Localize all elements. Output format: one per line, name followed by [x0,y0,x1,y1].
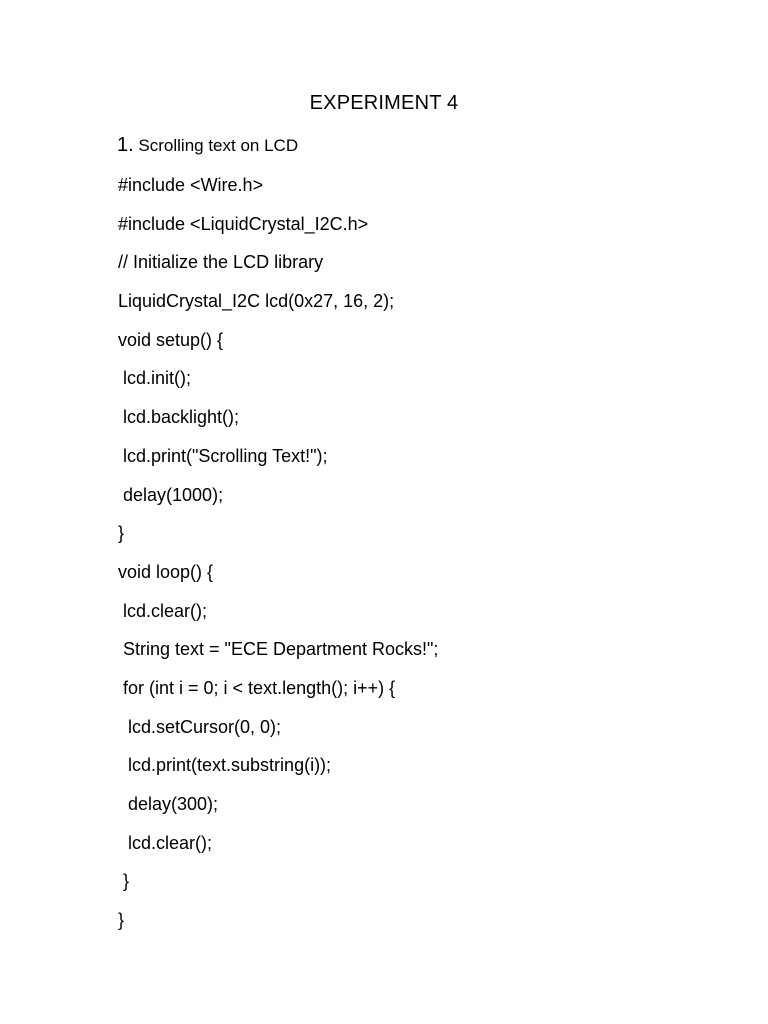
code-line: lcd.print(text.substring(i)); [118,755,332,776]
code-line: LiquidCrystal_I2C lcd(0x27, 16, 2); [118,291,395,312]
code-line: } [118,523,125,544]
document-title: EXPERIMENT 4 [309,92,459,114]
code-line: #include <Wire.h> [118,175,264,195]
code-line: delay(300); [118,794,219,814]
code-line: } [118,910,125,931]
code-line: lcd.clear(); [118,600,208,621]
code-line: String text = "ECE Department Rocks!"; [118,639,439,660]
code-line: lcd.clear(); [118,832,213,853]
code-line: #include <LiquidCrystal_I2C.h> [118,213,369,234]
code-line: lcd.print("Scrolling Text!"); [118,445,328,466]
section-heading [117,132,298,159]
code-line: lcd.setCursor(0, 0); [118,716,282,737]
code-line: delay(1000); [118,484,224,505]
code-line: lcd.backlight(); [118,407,240,428]
section-title: Scrolling text on LCD [133,136,299,155]
code-line: void setup() { [118,329,224,350]
code-line: void loop() { [118,561,214,582]
section-number: 1. [117,134,134,156]
code-line: for (int i = 0; i < text.length(); i++) { [118,677,396,698]
code-line: // Initialize the LCD library [118,252,324,273]
code-line: } [118,871,130,892]
code-listing [118,172,738,946]
code-line: lcd.init(); [118,368,192,389]
